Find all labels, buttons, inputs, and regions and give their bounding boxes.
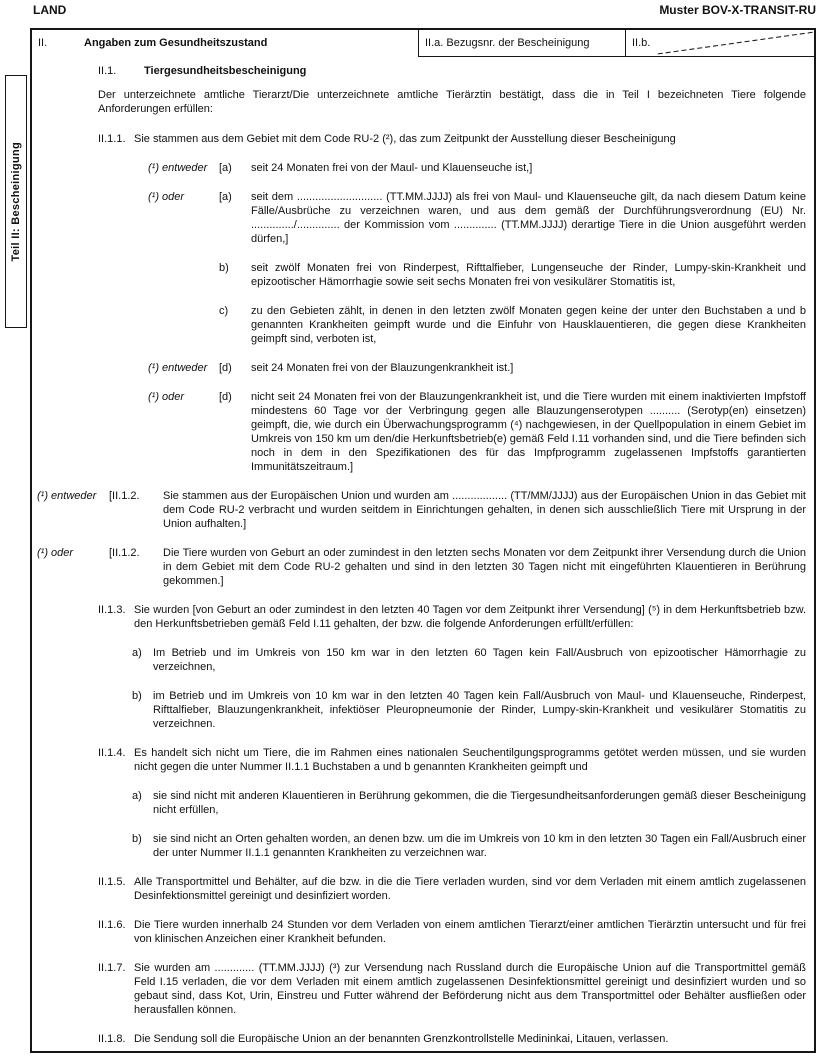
clause-text: zu den Gebieten zählt, in denen in den letzten zwölf Monaten gegen keine der unter den Buchstaben a und b genannten Krankheiten geimpft wurde und die Einfuhr von Hausklauentieren, die gegen diese Krankheiten geimpft sind, verboten ist, <box>251 305 806 345</box>
paragraph-row <box>32 1032 806 1046</box>
alternative-label: (¹) entweder <box>37 490 97 502</box>
clause-text: Sie stammen aus der Europäischen Union und wurden am .................. (TT/MM/JJJJ) aus der Europäischen Union in das Gebiet mit dem Code RU-2 verbracht und wurden seitdem in Einrichtungen gehalten, in denen sich ausschließlich Tiere mit Ursprung in der Union aufhalten.] <box>163 490 806 530</box>
section-number: II. <box>38 37 48 49</box>
iib-cell <box>625 30 814 57</box>
clause-text: Die Tiere wurden innerhalb 24 Stunden vor dem Verladen von einem amtlichen Tierarzt/einer amtlichen Tierärztin untersucht und für frei von klinischen Anzeichen einer Krankheit befunden. <box>134 919 806 945</box>
clause-number: [a) <box>219 191 232 203</box>
clause-number: [II.1.2. <box>109 547 140 559</box>
paragraph-row <box>32 789 806 817</box>
clause-number: a) <box>132 647 142 659</box>
clause-number: b) <box>132 833 142 845</box>
alternative-label: (¹) oder <box>148 191 185 203</box>
paragraph-row <box>32 918 806 946</box>
clause-number: II.1.3. <box>98 604 126 616</box>
clause-text: seit 24 Monaten frei von der Maul- und Klauenseuche ist,] <box>251 162 533 174</box>
clause-text: Sie stammen aus dem Gebiet mit dem Code RU-2 (²), das zum Zeitpunkt der Ausstellung dieser Bescheinigung <box>134 133 676 145</box>
paragraph-row <box>32 961 806 1017</box>
diagonal-strike-line <box>626 30 814 56</box>
clause-text: Sie wurden [von Geburt an oder zumindest in den letzten 40 Tagen vor dem Zeitpunkt ihrer Versendung] (⁵) in dem Herkunftsbetrieb bzw. den Herkunftsbetrieben gemäß Feld I.11 gehalten, der bzw. die folgende Anforderungen erfüllt/erfüllen: <box>134 604 806 630</box>
clause-text: sie sind nicht mit anderen Klauentieren in Berührung gekommen, die die Tiergesundheitsanforderungen gemäß dieser Bescheinigung nicht erfüllen, <box>153 790 806 816</box>
clause-number: [d) <box>219 362 232 374</box>
clause-number: II.1.1. <box>98 133 126 145</box>
clause-text: sie sind nicht an Orten gehalten worden, an denen bzw. um die im Umkreis von 10 km in den letzten 30 Tagen ein Fall/Ausbruch einer der unter Nummer II.1.1 genannten Krankheiten zu verzeichnen war. <box>153 833 806 859</box>
section-title: Angaben zum Gesundheitszustand <box>84 37 268 49</box>
alternative-label: (¹) entweder <box>148 162 208 174</box>
clause-number: II.1.4. <box>98 747 126 759</box>
clause-number: [d) <box>219 391 232 403</box>
clause-text: im Betrieb und im Umkreis von 10 km war in den letzten 40 Tagen kein Fall/Ausbruch von Maul- und Klauenseuche, Rinderpest, Rifttalfieber, Blauzungenkrankheit, infektiöser Pleuropneumonie der Rinder, Lumpy-skin-Krankheit und vesikulärer Stomatitis zu verzeichnen. <box>153 690 806 730</box>
clause-number: [II.1.2. <box>109 490 140 502</box>
clause-number: II.1.8. <box>98 1033 126 1045</box>
clause-number: II.1.5. <box>98 876 126 888</box>
clause-text: Tiergesundheitsbescheinigung <box>144 65 307 77</box>
paragraph-row <box>32 875 806 903</box>
paragraph-row <box>32 746 806 774</box>
clause-number: [a) <box>219 162 232 174</box>
clause-text: Die Sendung soll die Europäische Union an der benannten Grenzkontrollstelle Medininkai, Litauen, verlassen. <box>134 1033 669 1045</box>
clause-text: nicht seit 24 Monaten frei von der Blauzungenkrankheit ist, und die Tiere wurden mit einem inaktivierten Impfstoff mindestens 60 Tage vor der Verbringung gegen alle Blauzungenserotypen .......... (Serotyp(en) einsetzen) geimpft, die, wie durch ein Überwachungsprogramm (⁴) nachgewiesen, in der Quellpopulation in einem Gebiet im Umkreis von 150 km um den/die Herkunftsbetrieb(e) gemäß Feld I.11 vorhanden sind, und die Tiere befinden sich noch in dem in den Spezifikationen des für das Impfprogramm zugelassenen Impfstoffs garantierten Immunitätszeitraum.] <box>251 391 806 473</box>
alternative-label: (¹) entweder <box>148 362 208 374</box>
clause-text: Alle Transportmittel und Behälter, auf die bzw. in die die Tiere verladen wurden, sind vor dem Verladen mit einem amtlich zugelassenen Desinfektionsmittel gereinigt und desinfiziert worden. <box>134 876 806 902</box>
clause-text: seit zwölf Monaten frei von Rinderpest, Rifttalfieber, Lungenseuche der Rinder, Lumpy-skin-Krankheit und epizootischer Hämorrhagie sowie seit sechs Monaten frei von vesikulärer Stomatitis ist, <box>251 262 806 288</box>
clause-text: Der unterzeichnete amtliche Tierarzt/Die unterzeichnete amtliche Tierärztin bestätigt, dass die in Teil I bezeichneten Tiere folgende Anforderungen erfüllen: <box>98 89 806 115</box>
alternative-label: (¹) oder <box>37 547 74 559</box>
clause-number: b) <box>219 262 229 274</box>
part-ii-side-tab <box>5 75 27 328</box>
paragraph-row <box>32 64 806 78</box>
paragraph-row <box>32 832 806 860</box>
paragraph-row <box>32 161 806 175</box>
paragraph-row <box>32 603 806 631</box>
country-label: LAND <box>33 3 67 17</box>
paragraph-row <box>32 546 806 588</box>
paragraph-row <box>32 132 806 146</box>
paragraph-row <box>32 190 806 246</box>
section-header-title-cell <box>32 30 418 57</box>
clause-number: II.1.6. <box>98 919 126 931</box>
part-ii-side-tab-label: Teil II: Bescheinigung <box>10 141 22 262</box>
paragraph-row <box>32 361 806 375</box>
section-header-row <box>32 30 814 57</box>
clause-number: II.1. <box>98 65 117 77</box>
paragraph-row <box>32 689 806 731</box>
paragraph-row <box>32 304 806 346</box>
paragraph-row <box>32 390 806 474</box>
clause-number: II.1.7. <box>98 962 126 974</box>
paragraph-row <box>32 489 806 531</box>
clause-text: seit dem ............................ (TT.MM.JJJJ) als frei von Maul- und Klauenseuche gilt, da nach diesem Datum keine Fälle/Ausbrüche zu verzeichnen waren, und aus dem gemäß der Durchführungsverordnung (EU) Nr. ............../.............. der Kommission vom .............. (TT.MM.JJJJ) derartige Tiere in die Union ausgeführt werden dürfen,] <box>251 191 806 245</box>
paragraph-row <box>32 261 806 289</box>
clause-text: Sie wurden am ............. (TT.MM.JJJJ) (³) zur Versendung nach Russland durch die Europäische Union auf die Transportmittel gemäß Feld I.15 verladen, die vor dem Verladen mit einem amtlich zugelassenen Desinfektionsmittel gereinigt und desinfiziert wurden und so gebaut sind, dass Kot, Urin, Einstreu und Futter während der Beförderung nicht aus dem Transportmittel oder Behälter ausfließen oder herausfallen können. <box>134 962 806 1016</box>
clause-number: b) <box>132 690 142 702</box>
clause-text: Die Tiere wurden von Geburt an oder zumindest in den letzten sechs Monaten vor dem Zeitpunkt ihrer Versendung durch die Union in dem Gebiet mit dem Code RU-2 gehalten und sind in den letzten 30 Tagen nicht mit eingeführten Klauentieren in Berührung gekommen.] <box>163 547 806 587</box>
clause-number: a) <box>132 790 142 802</box>
iib-label: II.b. <box>632 37 651 49</box>
paragraph-row <box>32 646 806 674</box>
paragraph-row <box>32 88 806 116</box>
clause-text: Es handelt sich nicht um Tiere, die im Rahmen eines nationalen Seuchentilgungsprogramms getötet werden müssen, und sie wurden nicht gegen die unter Nummer II.1.1 Buchstaben a und b genannten Krankheiten geimpft und <box>134 747 806 773</box>
clause-text: seit 24 Monaten frei von der Blauzungenkrankheit ist.] <box>251 362 514 374</box>
model-certificate-label: Muster BOV-X-TRANSIT-RU <box>659 3 816 17</box>
clause-text: Im Betrieb und im Umkreis von 150 km war in den letzten 60 Tagen kein Fall/Ausbruch von epizootischer Hämorrhagie zu verzeichnen, <box>153 647 806 673</box>
document-body <box>32 57 814 1046</box>
alternative-label: (¹) oder <box>148 391 185 403</box>
clause-number: c) <box>219 305 229 317</box>
certificate-reference-cell: II.a. Bezugsnr. der Bescheinigung <box>418 30 625 57</box>
certificate-section-ii-box <box>30 28 816 1053</box>
